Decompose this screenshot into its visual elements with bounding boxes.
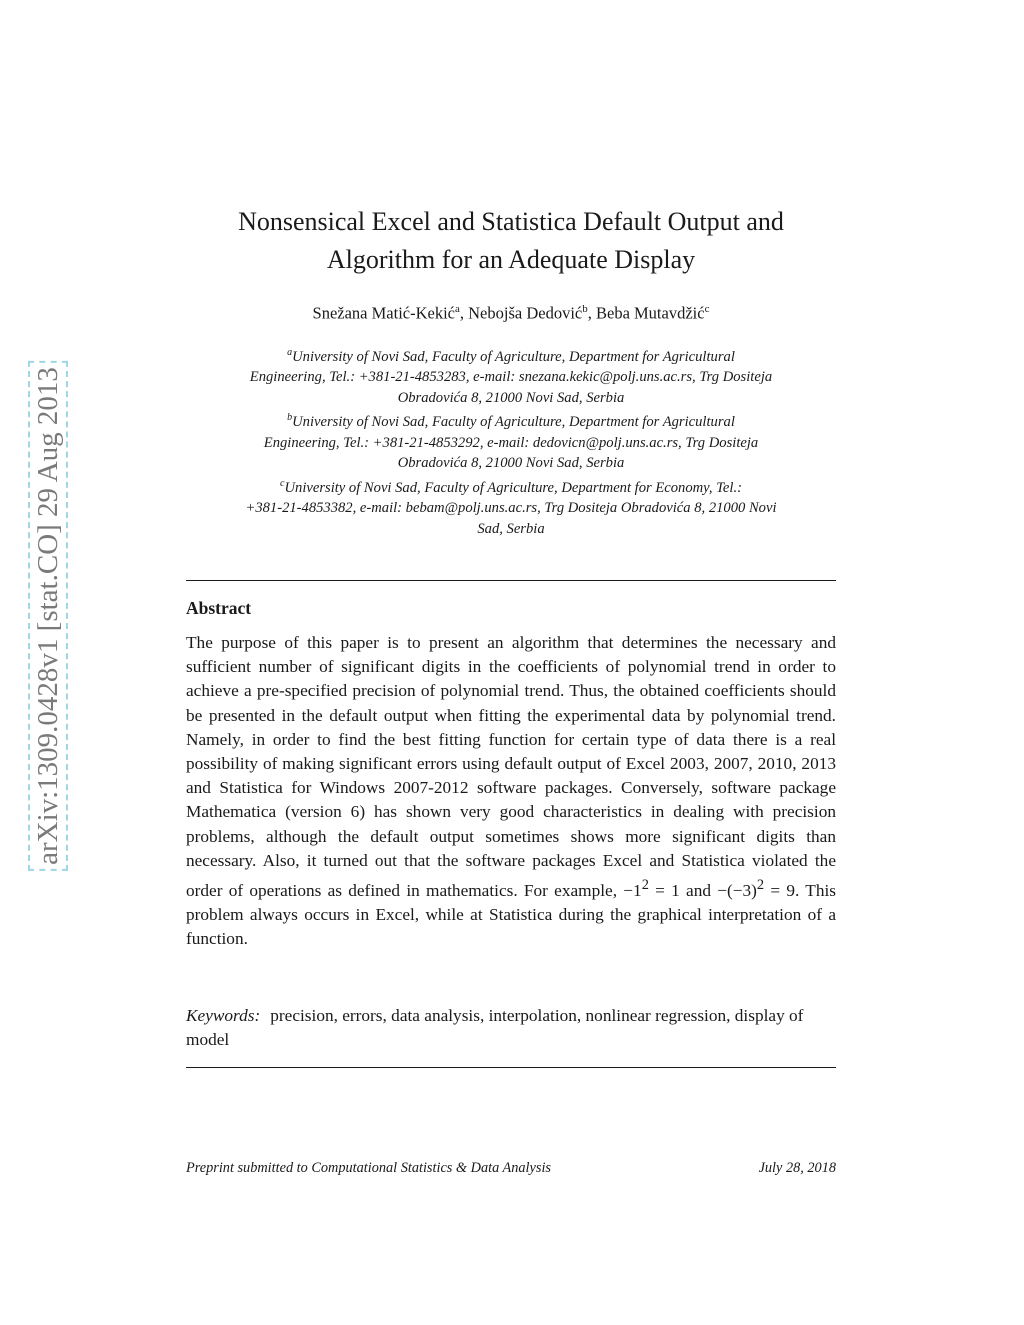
equation-conjunction: and [679, 880, 718, 900]
equation-1-exponent: 2 [641, 877, 649, 894]
abstract-text [186, 631, 836, 951]
author-mark: a [455, 303, 460, 315]
affiliation-line: +381-21-4853382, e-mail: bebam@polj.uns.ac.rs, Trg Dositeja Obradovića 8, 21000 Novi [245, 500, 777, 517]
paper-title [186, 203, 836, 279]
equation-1-rest: = 1 [648, 880, 680, 900]
abstract-bottom-rule [186, 1067, 836, 1068]
equation-2 [717, 877, 800, 900]
page-footer [186, 1160, 836, 1177]
affiliation-line [186, 474, 836, 498]
author-name: Nebojša Dedović [468, 303, 583, 323]
affiliation-line: Engineering, Tel.: +381-21-4853283, e-mail: snezana.kekic@polj.uns.ac.rs, Trg Dositeja [249, 369, 773, 386]
affiliation-mark: c [280, 477, 285, 489]
keywords-text: precision, errors, data analysis, interpolation, nonlinear regression, display of model [186, 1006, 804, 1050]
affiliation-text: University of Novi Sad, Faculty of Agriculture, Department for Agricultural [292, 414, 735, 431]
affiliation-mark: a [287, 347, 293, 358]
footer-date: July 28, 2018 [758, 1160, 836, 1176]
equation-2-base: −(−3) [717, 880, 757, 900]
affiliation-line: Engineering, Tel.: +381-21-4853292, e-mail: dedovicn@polj.uns.ac.rs, Trg Dositeja [263, 434, 759, 451]
affiliation-line [186, 408, 836, 432]
equation-2-exponent: 2 [756, 877, 765, 894]
keywords-label: Keywords: [186, 1006, 261, 1025]
affiliation-mark: b [287, 412, 293, 424]
affiliation-text: University of Novi Sad, Faculty of Agriculture, Department for Economy, Tel.: [284, 479, 742, 496]
title-line-1: Nonsensical Excel and Statistica Default Output and [238, 207, 784, 236]
equation-1 [623, 877, 680, 900]
abstract-text-part2: This problem always occurs in Excel, while at Statistica during the graphical interpretation of a function. [186, 880, 837, 949]
affiliations [186, 343, 836, 539]
author-mark: b [582, 303, 588, 315]
affiliation-line: Sad, Serbia [477, 520, 545, 537]
affiliation-line [186, 343, 836, 367]
keywords [186, 1004, 836, 1052]
equation-1-base: −1 [623, 880, 642, 900]
abstract-heading: Abstract [186, 598, 252, 618]
affiliation-text: University of Novi Sad, Faculty of Agriculture, Department for Agricultural [292, 348, 735, 365]
author-list: Snežana Matić-Kekić$^a$, Nebojša Dedović$^b$, Beba Mutavdžić$^c$ [312, 303, 710, 323]
footer-preprint-note: Preprint submitted to Computational Statistics & Data Analysis [186, 1160, 551, 1176]
affiliation-line: Obradovića 8, 21000 Novi Sad, Serbia [397, 389, 625, 406]
author-name: Beba Mutavdžić [595, 303, 705, 323]
author-name: Snežana Matić-Kekić [312, 303, 455, 323]
abstract-text-part1: The purpose of this paper is to present an algorithm that determines the necessary and sufficient number of significant digits in the coefficients of polynomial trend in order to achieve a pre-specified precision of polynomial trend. Thus, the obtained coefficients should be presented in the default output when fitting the experimental data by polynomial trend. Namely, in order to find the best fitting function for certain type of data there is a real possibility of making significant errors using default output of Excel 2003, 2007, 2010, 2013 and Statistica for Windows 2007-2012 software packages. Conversely, software package Mathematica (version 6) has shown very good characteristics in dealing with precision problems, although the default output sometimes shows more significant digits than necessary. Also, it turned out that the software packages Excel and Statistica violated the order of operations as defined in mathematics. For example, [186, 633, 836, 900]
abstract-top-rule [186, 580, 836, 581]
affiliation-line: Obradovića 8, 21000 Novi Sad, Serbia [397, 455, 625, 472]
arxiv-identifier: arXiv:1309.0428v1 [stat.CO] 29 Aug 2013 [30, 363, 66, 869]
equation-2-rest: = 9. [764, 880, 800, 900]
title-line-2: Algorithm for an Adequate Display [326, 245, 696, 274]
author-mark: c [704, 303, 710, 315]
